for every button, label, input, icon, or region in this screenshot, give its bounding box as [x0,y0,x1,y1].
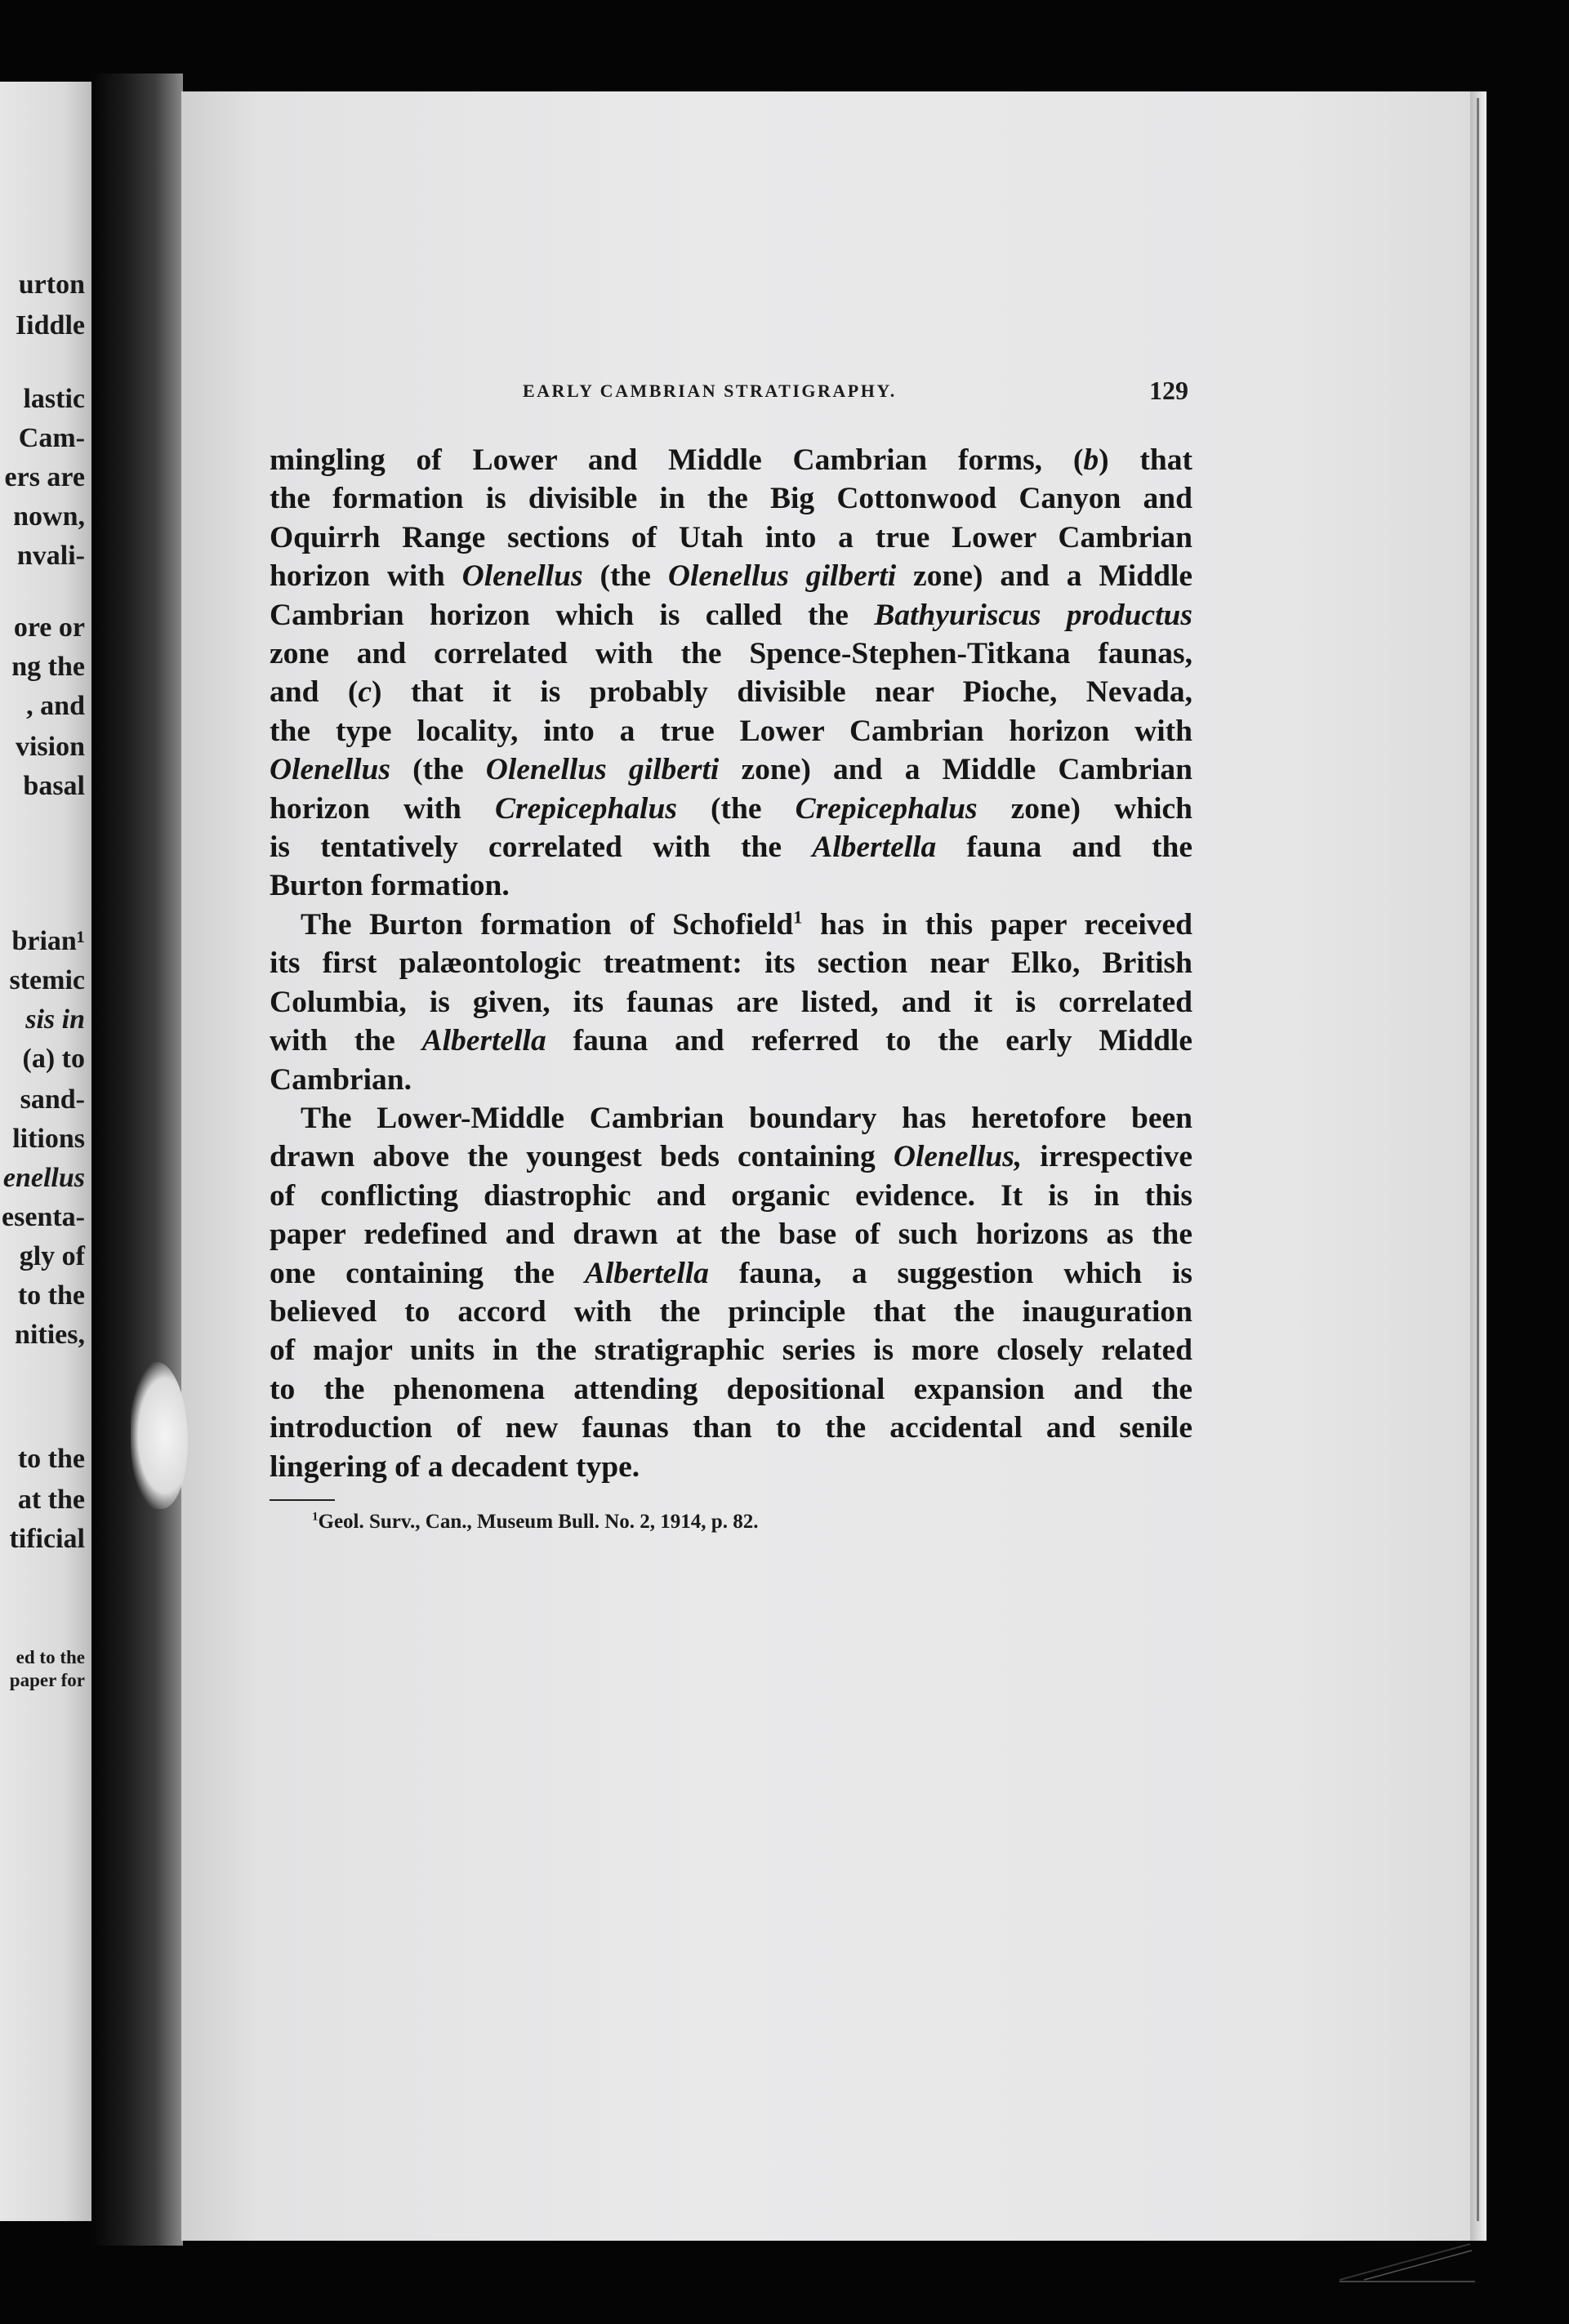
facing-page-line: brian¹ [11,926,85,956]
text-run: irrespective [1022,1140,1192,1174]
text-run: horizon with [270,559,462,594]
page-corner-mark [1331,2237,1478,2286]
facing-page-line: , and [26,691,85,721]
italic-term: Olenellus [270,753,390,787]
facing-page-line: (a) to [22,1044,85,1074]
text-line [270,712,1192,750]
facing-page-line: ers are [4,462,85,492]
text-run: has in this paper received [802,907,1192,942]
text-line [270,519,1192,557]
facing-page-line: gly of [19,1241,85,1271]
text-run: The Lower-Middle Cambrian boundary has heretofore been [301,1101,1192,1135]
text-run: zone) which [977,791,1192,826]
text-line [270,1061,1192,1099]
text-line [270,1177,1192,1215]
text-run: with the [270,1024,422,1058]
text-run: Cambrian horizon which is called the [270,598,875,632]
paragraph [270,1099,1192,1486]
facing-page-line: lastic [23,384,85,414]
facing-page-line: to the [17,1280,85,1311]
text-run: (the [390,753,486,787]
footnote [312,1511,758,1534]
text-run: of major units in the stratigraphic series is more closely related [270,1333,1192,1368]
text-line [270,596,1192,634]
facing-page-line: at the [17,1485,85,1515]
footnote-ref: 1 [793,906,803,928]
facing-page-line: litions [12,1124,85,1154]
text-run: believed to accord with the principle that the inauguration [270,1294,1192,1329]
text-run: one containing the [270,1256,585,1290]
facing-page-line: Iiddle [15,310,85,341]
italic-term: Albertella [584,1256,709,1290]
text-run: drawn above the youngest beds containing [270,1140,894,1174]
text-line [270,1138,1192,1176]
text-run: fauna, a suggestion which is [708,1256,1192,1290]
italic-term: Olenellus gilberti [485,753,720,787]
text-line [270,1022,1192,1060]
text-run: zone and correlated with the Spence-Stephen-Titkana faunas, [270,637,1192,671]
text-run: ) that [1099,443,1192,477]
text-run: to the phenomena attending depositional expansion and the [270,1372,1192,1406]
text-run: introduction of new faunas than to the accidental and senile [270,1411,1192,1445]
italic-term: Bathyuriscus productus [874,598,1192,632]
facing-page-line: stemic [9,965,85,995]
paragraph [270,441,1192,906]
facing-page-line: to the [17,1444,85,1474]
text-line [270,1409,1192,1447]
text-line [270,906,1192,944]
facing-page-line: tificial [9,1524,85,1554]
italic-term: Crepicephalus [494,791,677,826]
facing-page-line: nown, [13,501,85,532]
facing-page-line: nvali- [16,541,85,571]
running-head: EARLY CAMBRIAN STRATIGRAPHY. [523,381,897,401]
facing-page-line: ore or [13,612,85,643]
text-run: Oquirrh Range sections of Utah into a true Lower Cambrian [270,520,1192,554]
text-line [270,1099,1192,1138]
facing-page-line: enellus [2,1163,85,1193]
italic-term: Olenellus, [893,1140,1023,1174]
text-run: lingering of a decadent type. [270,1449,640,1484]
text-line [270,866,1192,905]
text-run: The Burton formation of Schofield [301,907,794,942]
text-line [270,634,1192,673]
page-number: 129 [1149,376,1188,405]
facing-page-line: sand- [20,1084,85,1115]
facing-page-line: ng the [11,652,85,682]
text-run: of conflicting diastrophic and organic evidence. It is in this [270,1178,1192,1213]
facing-page-line: nities, [15,1320,85,1350]
facing-page-left [0,82,91,2221]
text-run: horizon with [270,791,495,826]
text-line [270,828,1192,866]
italic-term: Crepicephalus [795,791,978,826]
italic-term: b [1083,443,1099,477]
paragraph [270,906,1192,1099]
text-run: Columbia, is given, its faunas are listed, and it is correlated [270,985,1192,1019]
text-line [270,673,1192,711]
body-text [270,441,1192,1486]
text-run: (the [676,791,796,826]
italic-term: Olenellus gilberti [667,559,897,594]
facing-page-line: Cam- [18,423,85,453]
text-run: mingling of Lower and Middle Cambrian forms, ( [270,443,1084,477]
italic-term: c [358,675,372,710]
text-run: fauna and referred to the early Middle [546,1024,1192,1058]
facing-page-line: urton [18,269,85,300]
text-line [270,1331,1192,1369]
facing-page-line: vision [15,732,85,762]
footnote-text: Geol. Surv., Can., Museum Bull. No. 2, 1914, p. 82. [318,1511,759,1533]
binding-gutter [91,73,183,2246]
text-run: zone) and a Middle Cambrian [719,753,1192,787]
text-line [270,441,1192,479]
text-run: is tentatively correlated with the [270,830,813,865]
text-line [270,479,1192,518]
text-run: ) that it is probably divisible near Pioche, Nevada, [372,675,1192,710]
italic-term: Olenellus [461,559,583,594]
facing-page-line: esenta- [2,1202,85,1232]
text-run: the type locality, into a true Lower Cambrian horizon with [270,714,1192,748]
page-edge-line [1477,98,1479,2221]
text-line [270,1293,1192,1331]
text-run: Cambrian. [270,1062,412,1097]
italic-term: Albertella [812,830,937,865]
text-line [270,944,1192,982]
text-run: paper redefined and drawn at the base of such horizons as the [270,1218,1192,1252]
text-line [270,1215,1192,1253]
text-line [270,983,1192,1022]
footnote-marker: 1 [312,1510,319,1524]
text-line [270,1448,1192,1486]
text-run: Burton formation. [270,869,510,903]
text-run: and ( [270,675,359,710]
text-run: its first palæontologic treatment: its section near Elko, British [270,946,1192,981]
footnote-rule [270,1499,335,1501]
text-run: (the [582,559,668,594]
facing-page-line: sis in [25,1004,85,1035]
text-run: the formation is divisible in the Big Cottonwood Canyon and [270,482,1192,516]
text-run: zone) and a Middle [896,559,1193,594]
facing-page-line: ed to the [16,1647,85,1667]
text-line [270,1370,1192,1409]
text-line [270,557,1192,595]
italic-term: Albertella [421,1024,546,1058]
text-line [270,790,1192,828]
text-line [270,750,1192,789]
facing-page-line: basal [23,771,85,801]
facing-page-line: paper for [9,1670,85,1690]
text-line [270,1254,1192,1293]
text-run: fauna and the [936,830,1192,865]
